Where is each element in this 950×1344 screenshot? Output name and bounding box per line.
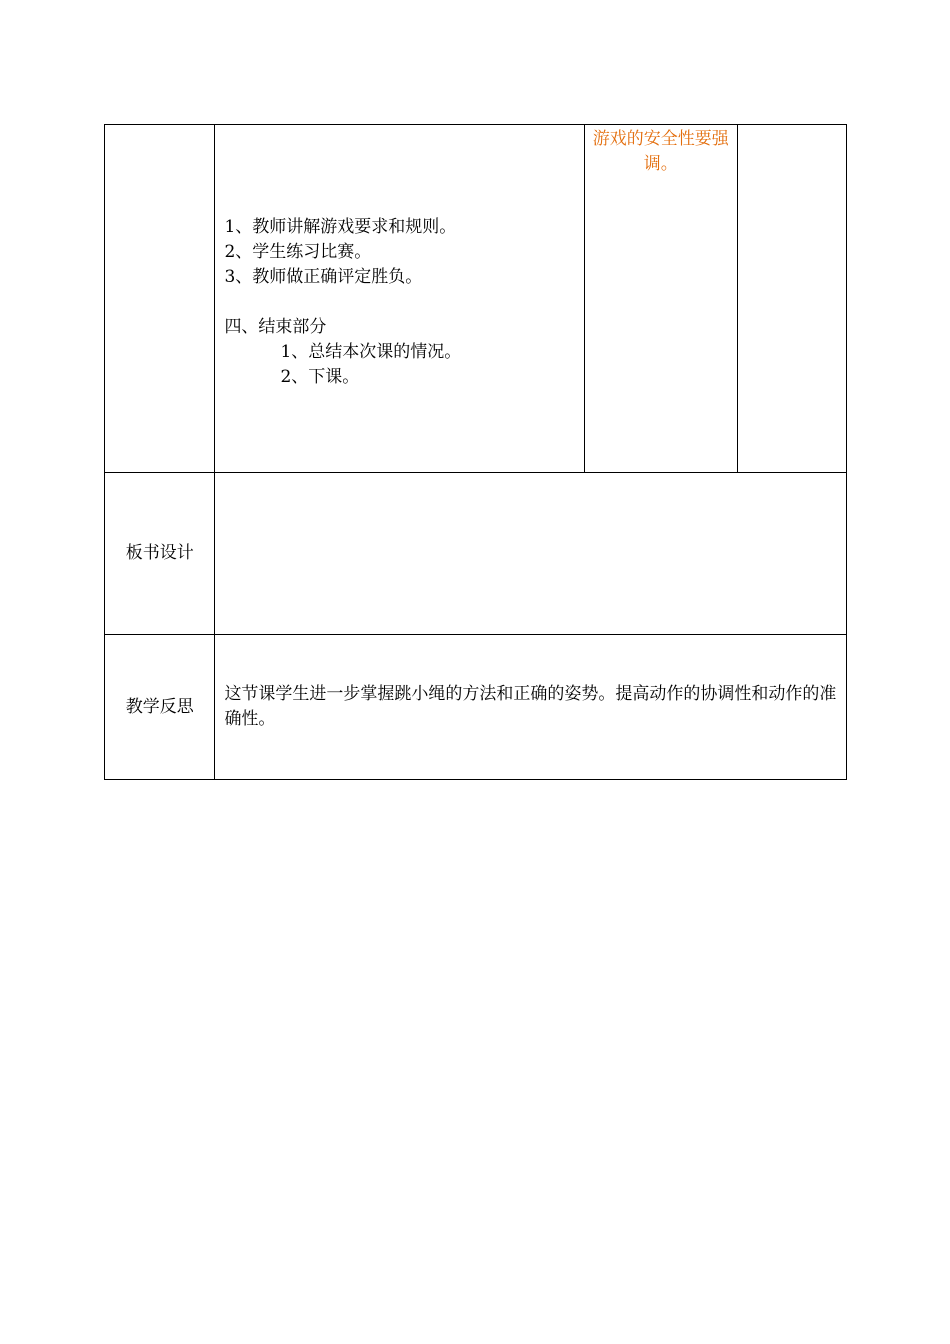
lesson-plan-table: [104, 124, 847, 780]
board-design-content: [215, 473, 847, 635]
reflection-row: [105, 635, 847, 780]
teaching-process-cell: [215, 125, 584, 473]
board-design-label: 板书设计: [105, 473, 215, 635]
empty-stage-cell: [105, 125, 215, 473]
ending-section-title: 四、结束部分: [224, 317, 327, 337]
board-design-row: [105, 473, 847, 635]
ending-item: 1、总结本次课的情况。: [280, 342, 462, 362]
safety-note: 游戏的安全性要强调。: [592, 129, 729, 174]
process-row: [105, 125, 847, 473]
reflection-text: 这节课学生进一步掌握跳小绳的方法和正确的姿势。提高动作的协调性和动作的准确性。: [215, 635, 847, 780]
safety-note-cell: [584, 125, 737, 473]
process-item: 2、学生练习比赛。: [224, 242, 372, 262]
process-item: 1、教师讲解游戏要求和规则。: [224, 217, 457, 237]
empty-remarks-cell: [737, 125, 846, 473]
reflection-label: 教学反思: [105, 635, 215, 780]
process-item: 3、教师做正确评定胜负。: [224, 267, 423, 287]
ending-item: 2、下课。: [280, 367, 360, 387]
